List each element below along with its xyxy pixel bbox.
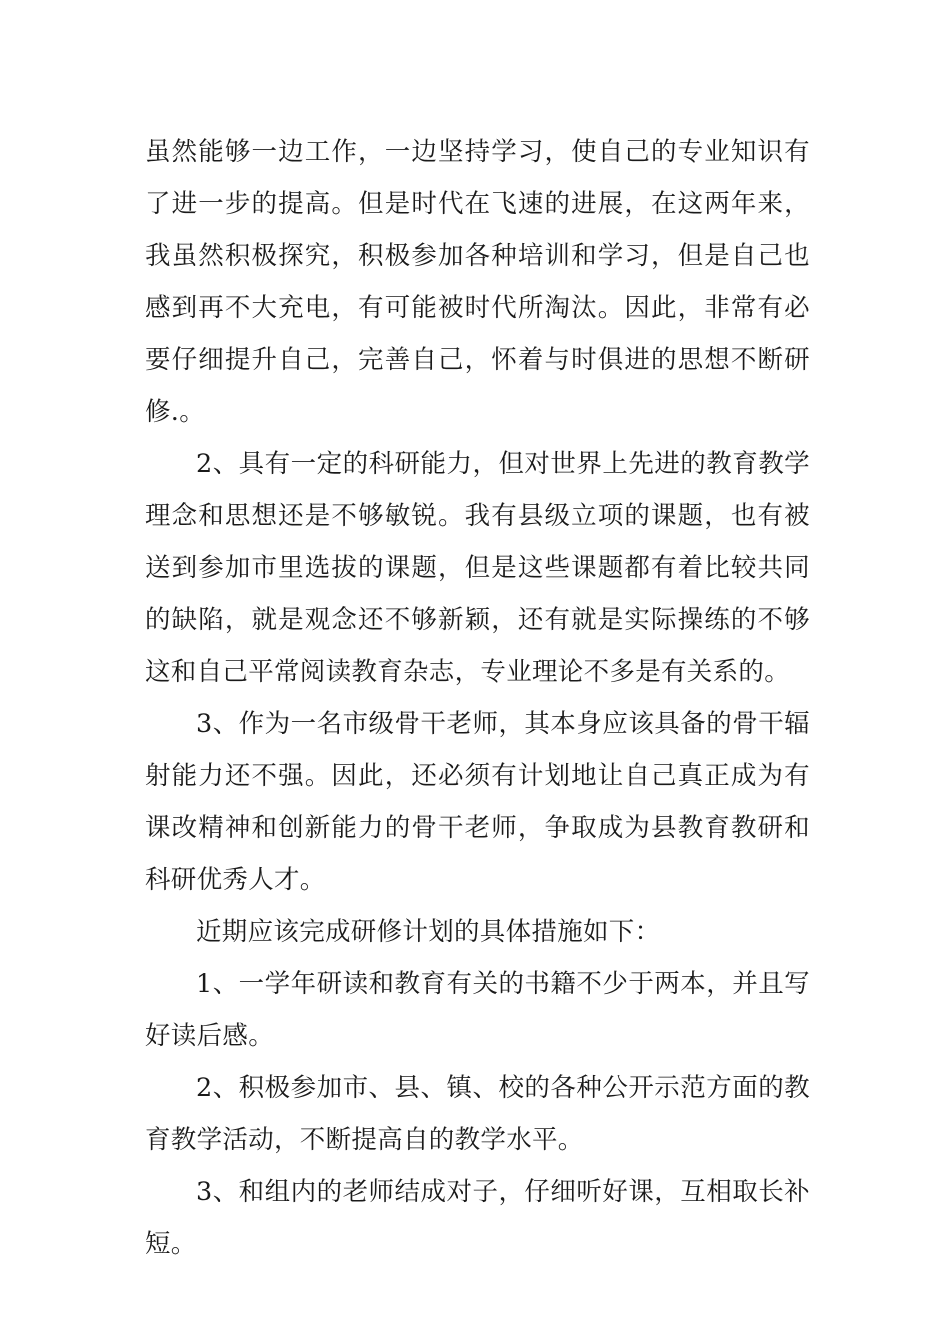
paragraph-3: 3、作为一名市级骨干老师，其本身应该具备的骨干辐射能力还不强。因此，还必须有计划地让自己真正成为有课改精神和创新能力的骨干老师，争取成为县教育教研和科研优秀人才。 xyxy=(145,709,810,895)
paragraph-7: 3、和组内的老师结成对子，仔细听好课，互相取长补短。 xyxy=(145,1177,810,1259)
paragraph-6: 2、积极参加市、县、镇、校的各种公开示范方面的教育教学活动，不断提高自的教学水平。 xyxy=(145,1073,810,1155)
paragraph-2: 2、具有一定的科研能力，但对世界上先进的教育教学理念和思想还是不够敏锐。我有县级立项的课题，也有被送到参加市里选拔的课题，但是这些课题都有着比较共同的缺陷，就是观念还不够新颖，还有就是实际操练的不够这和自己平常阅读教育杂志，专业理论不多是有关系的。 xyxy=(145,449,810,687)
paragraph-5: 1、一学年研读和教育有关的书籍不少于两本，并且写好读后感。 xyxy=(145,969,810,1051)
document-body xyxy=(145,126,810,1270)
paragraph-4: 近期应该完成研修计划的具体措施如下： xyxy=(196,917,661,947)
paragraph-1: 虽然能够一边工作，一边坚持学习，使自己的专业知识有了进一步的提高。但是时代在飞速的进展，在这两年来，我虽然积极探究，积极参加各种培训和学习，但是自己也感到再不大充电，有可能被时代所淘汰。因此，非常有必要仔细提升自己，完善自己，怀着与时俱进的思想不断研修.。 xyxy=(145,137,810,427)
